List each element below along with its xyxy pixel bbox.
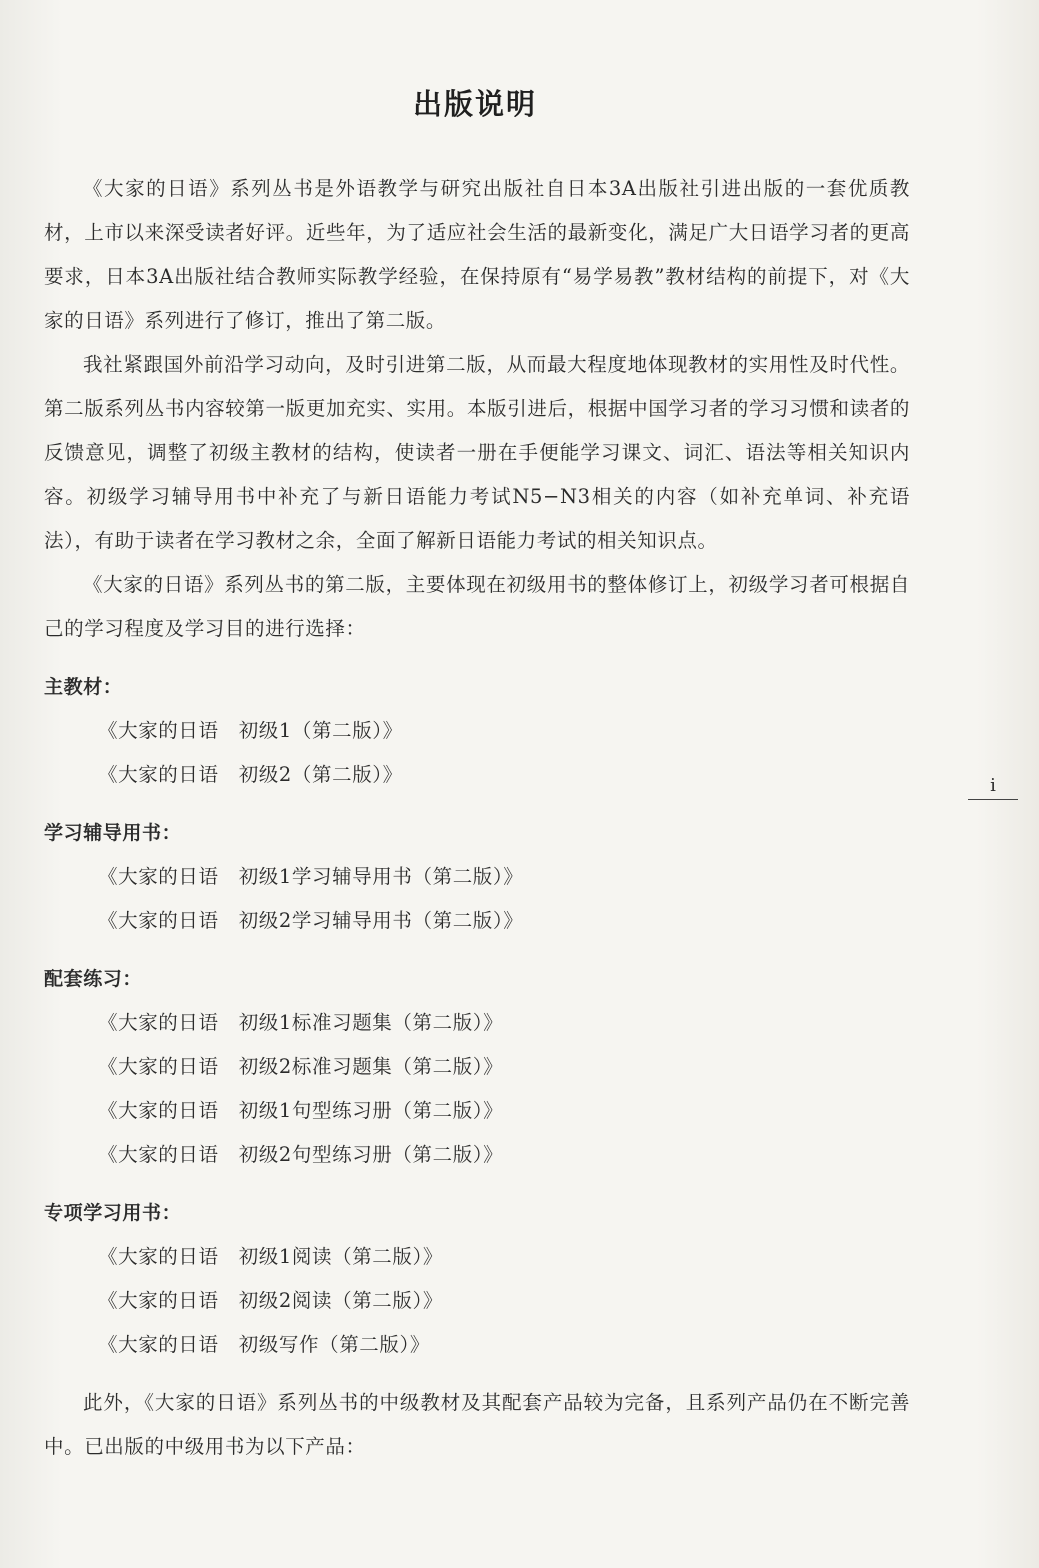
- paragraph-second-edition: 我社紧跟国外前沿学习动向，及时引进第二版，从而最大程度地体现教材的实用性及时代性。第二版系列丛书内容较第一版更加充实、实用。本版引进后，根据中国学习者的学习习惯和读者的反馈意见，调整了初级主教材的结构，使读者一册在手便能学习课文、词汇、语法等相关知识内容。初级学习辅导用书中补充了与新日语能力考试N5−N3相关的内容（如补充单词、补充语法），有助于读者在学习教材之余，全面了解新日语能力考试的相关知识点。: [44, 353, 910, 552]
- section-heading: 专项学习用书：: [44, 1202, 182, 1224]
- section-heading: 配套练习：: [44, 968, 143, 990]
- section-heading: 主教材：: [44, 676, 123, 698]
- section-exercises: [44, 957, 910, 1177]
- paragraph-selection: 《大家的日语》系列丛书的第二版，主要体现在初级用书的整体修订上，初级学习者可根据自己的学习程度及学习目的进行选择：: [44, 573, 910, 640]
- section-study-guides: [44, 811, 910, 943]
- book-title: 《大家的日语 初级1（第二版）》: [98, 719, 403, 742]
- section-special-study: [44, 1191, 910, 1367]
- book-title: 《大家的日语 初级写作（第二版）》: [98, 1333, 430, 1356]
- page-number: i: [968, 775, 1018, 800]
- body-text: [44, 167, 910, 1469]
- paragraph-intro: 《大家的日语》系列丛书是外语教学与研究出版社自日本3A出版社引进出版的一套优质教材，上市以来深受读者好评。近些年，为了适应社会生活的最新变化，满足广大日语学习者的更高要求，日本3A出版社结合教师实际教学经验，在保持原有“易学易教”教材结构的前提下，对《大家的日语》系列进行了修订，推出了第二版。: [44, 177, 910, 332]
- book-title: 《大家的日语 初级2句型练习册（第二版）》: [98, 1143, 504, 1166]
- book-title: 《大家的日语 初级1标准习题集（第二版）》: [98, 1011, 504, 1034]
- book-title: 《大家的日语 初级2阅读（第二版）》: [98, 1289, 443, 1312]
- book-title: 《大家的日语 初级2学习辅导用书（第二版）》: [98, 909, 524, 932]
- section-main-textbooks: [44, 665, 910, 797]
- section-heading: 学习辅导用书：: [44, 822, 182, 844]
- book-title: 《大家的日语 初级1阅读（第二版）》: [98, 1245, 443, 1268]
- book-title: 《大家的日语 初级1学习辅导用书（第二版）》: [98, 865, 524, 888]
- book-title: 《大家的日语 初级2标准习题集（第二版）》: [98, 1055, 504, 1078]
- paragraph-closing: 此外，《大家的日语》系列丛书的中级教材及其配套产品较为完备，且系列产品仍在不断完善中。已出版的中级用书为以下产品：: [44, 1391, 910, 1458]
- book-title: 《大家的日语 初级1句型练习册（第二版）》: [98, 1099, 504, 1122]
- book-title: 《大家的日语 初级2（第二版）》: [98, 763, 403, 786]
- page-title: 出版说明: [412, 87, 537, 121]
